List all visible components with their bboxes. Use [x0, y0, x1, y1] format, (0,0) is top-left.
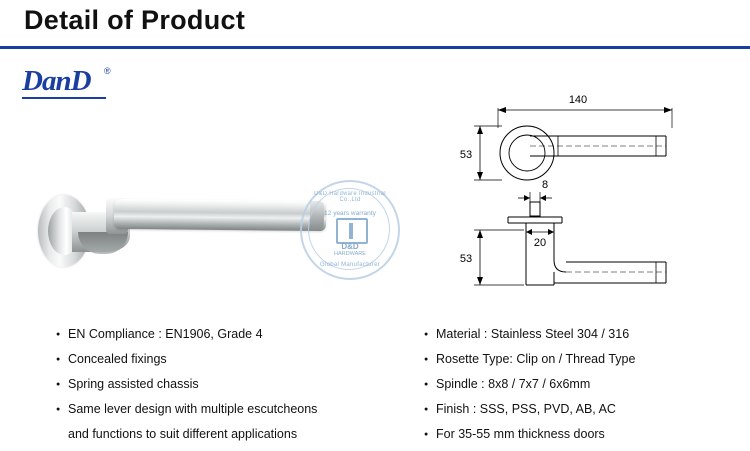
- spec-item: ● Rosette Type: Clip on / Thread Type: [424, 347, 744, 372]
- specifications: [0, 322, 750, 451]
- stamp-bottom-text: Global Manufacturer: [319, 262, 381, 268]
- stamp-logo-icon: [336, 218, 368, 244]
- page-title: Detail of Product: [24, 5, 246, 35]
- dim-label-overall-length: 140: [568, 94, 588, 106]
- stamp-warranty-text: 12 years warranty: [324, 210, 376, 217]
- spec-item: ● Finish : SSS, PSS, PVD, AB, AC: [424, 397, 744, 422]
- watermark-stamp: [300, 180, 400, 280]
- spec-item: ● Spindle : 8x8 / 7x7 / 6x6mm: [424, 372, 744, 397]
- spec-item: ● Concealed fixings: [56, 347, 416, 372]
- rose-circle-outer: [500, 126, 554, 180]
- brand-logo: [22, 66, 142, 106]
- rose-circle-inner: [509, 135, 545, 171]
- dim-label-projection: 20: [533, 237, 547, 249]
- spec-item: ● Same lever design with multiple escutcheons and functions to suit different applications: [56, 397, 416, 447]
- stamp-top-text: D&D Hardware Industrial Co.,Ltd: [314, 191, 386, 203]
- spec-item: ● Material : Stainless Steel 304 / 316: [424, 322, 744, 347]
- stamp-sub-brand: HARDWARE: [334, 251, 366, 257]
- logo-wordmark: DanD: [22, 65, 91, 97]
- dim-label-spindle: 8: [541, 179, 549, 191]
- dim-label-rose-height-side: 53: [459, 253, 473, 265]
- spec-item: ● Spring assisted chassis: [56, 372, 416, 397]
- handle-lever: [114, 199, 326, 231]
- drawing-svg: [430, 70, 740, 310]
- registered-trademark-icon: ®: [104, 66, 111, 76]
- stamp-brand: D&D: [341, 242, 359, 251]
- page-header: [0, 0, 750, 49]
- spec-item: ● For 35-55 mm thickness doors: [424, 422, 744, 447]
- dim-label-rose-height-top: 53: [459, 149, 473, 161]
- logo-underline: [22, 97, 106, 99]
- spec-list-left: [56, 322, 416, 447]
- technical-drawing: [430, 70, 740, 310]
- spec-list-right: [424, 322, 744, 447]
- spec-item: ● EN Compliance : EN1906, Grade 4: [56, 322, 416, 347]
